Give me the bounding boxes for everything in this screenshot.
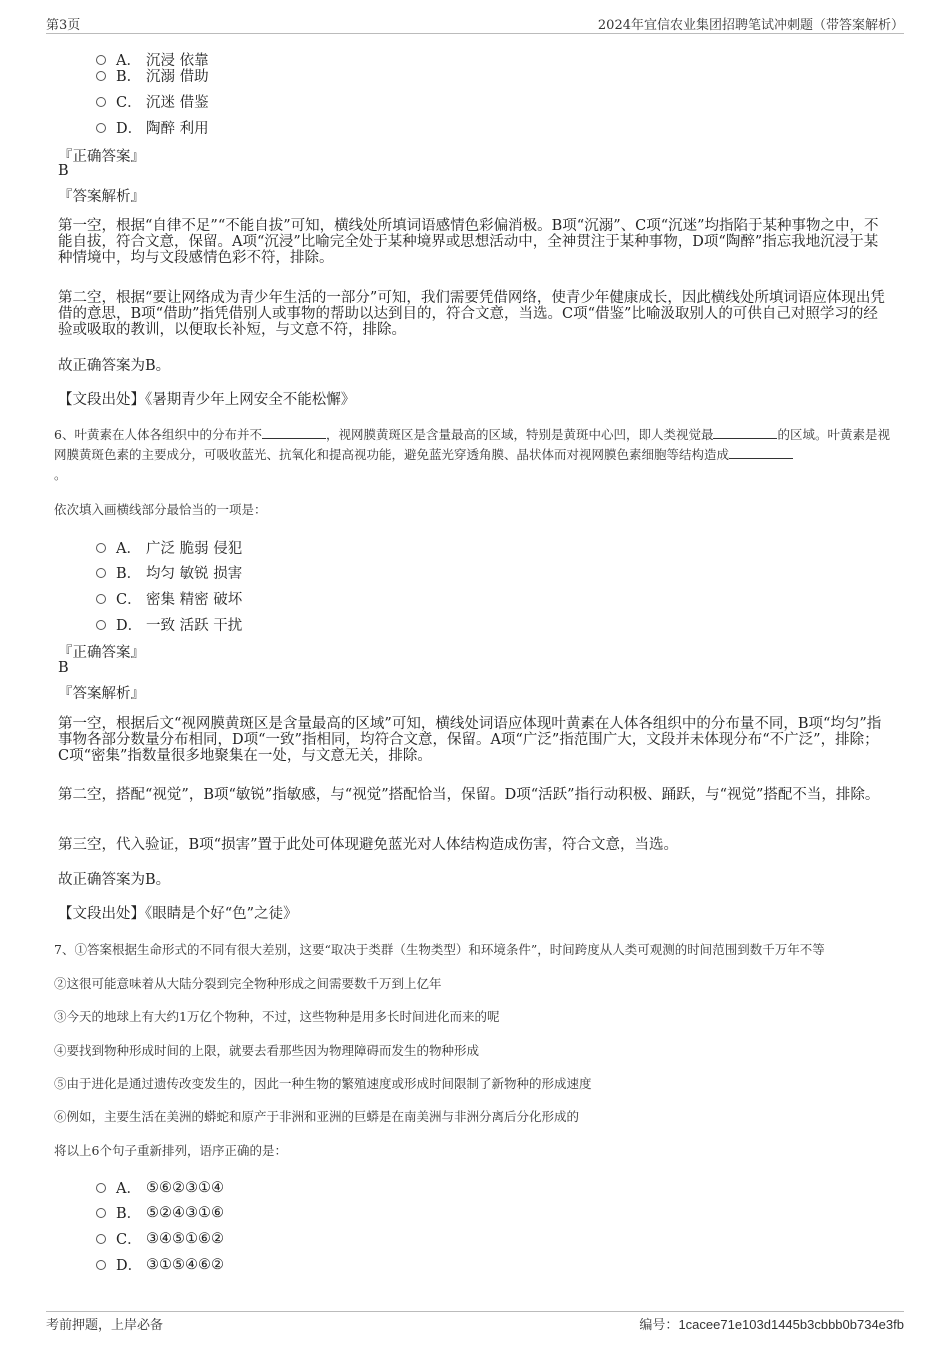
blank-3 [729, 446, 793, 459]
q6-answer: B [58, 660, 69, 676]
q7-sentence-1: 7、①答案根据生命形式的不同有很大差别，这要“取决于类群（生物类型）和环境条件”，时间跨度从人类可观测的时间范围到数千万年不等 [54, 942, 825, 957]
q7-sentence-6: ⑥例如，主要生活在美洲的蟒蛇和原产于非洲和亚洲的巨蟒是在南美洲与非洲分离后分化形成的 [54, 1109, 580, 1124]
q6-option-a[interactable]: A． 广泛 脆弱 侵犯 [96, 537, 242, 558]
blank-1 [262, 426, 326, 439]
q5-analysis-label: 『答案解析』 [58, 189, 145, 205]
radio-icon[interactable] [96, 55, 106, 65]
q7-sentence-5: ⑤由于进化是通过遗传改变发生的，因此一种生物的繁殖速度或形成时间限制了新物种的形成速度 [54, 1076, 592, 1091]
radio-icon[interactable] [96, 594, 106, 604]
q6-analysis-p2: 第二空，搭配“视觉”，B项“敏锐”指敏感，与“视觉”搭配恰当，保留。D项“活跃”指行动积极、踊跃，与“视觉”搭配不当，排除。 [58, 787, 880, 803]
radio-icon[interactable] [96, 1260, 106, 1270]
header-divider [46, 33, 904, 34]
radio-icon[interactable] [96, 543, 106, 553]
q6-analysis-p1: 第一空，根据后文“视网膜黄斑区是含量最高的区域”可知，横线处词语应体现叶黄素在人体各组织中的分布量不同，B项“均匀”指事物各部分数量分布相同，D项“一致”指相同，均符合文意，保留。A项“广泛”指范围广大，文段并未体现分布“不广泛”，排除；C项“密集”指数量很多地聚集在一处，与文意无关，排除。 [58, 716, 882, 764]
q7-prompt: 将以上6个句子重新排列，语序正确的是： [54, 1143, 287, 1158]
q6-answer-label: 『正确答案』 [58, 645, 145, 661]
q6-option-b[interactable]: B． 均匀 敏锐 损害 [96, 562, 242, 583]
q5-analysis-p3: 故正确答案为B。 [58, 358, 171, 374]
radio-icon[interactable] [96, 568, 106, 578]
footer-code: 编号：1cacee71e103d1445b3cbbb0b734e3fb [639, 1317, 904, 1333]
q5-source: 【文段出处】《暑期青少年上网安全不能松懈》 [58, 392, 356, 408]
q6-source: 【文段出处】《眼睛是个好“色”之徒》 [58, 906, 298, 922]
q6-analysis-label: 『答案解析』 [58, 686, 145, 702]
footer-divider [46, 1311, 904, 1312]
radio-icon[interactable] [96, 1208, 106, 1218]
q6-prompt: 依次填入画横线部分最恰当的一项是： [54, 502, 267, 517]
blank-2 [713, 426, 777, 439]
footer-slogan: 考前押题，上岸必备 [46, 1318, 164, 1333]
q7-sentence-3: ③今天的地球上有大约1万亿个物种，不过，这些物种是用多长时间进化而来的呢 [54, 1009, 500, 1024]
radio-icon[interactable] [96, 123, 106, 133]
radio-icon[interactable] [96, 71, 106, 81]
q5-option-a[interactable]: A． 沉浸 依靠 [96, 49, 209, 70]
q7-option-a[interactable]: A． ⑤⑥②③①④ [96, 1177, 224, 1198]
q6-stem: 6、叶黄素在人体各组织中的分布并不 ，视网膜黄斑区是含量最高的区域，特别是黄斑中心凹，即人类视觉最 的区域。叶黄素是视网膜黄斑色素的主要成分，可吸收蓝光、抗氧化和提高视功能，避免蓝光穿透角膜、晶状体而对视网膜色素细胞等结构造成 。 [54, 427, 890, 482]
q5-option-c[interactable]: C． 沉迷 借鉴 [96, 91, 209, 112]
q6-option-d[interactable]: D． 一致 活跃 干扰 [96, 614, 242, 635]
q6-analysis-p3: 第三空，代入验证，B项“损害”置于此处可体现避免蓝光对人体结构造成伤害，符合文意，当选。 [58, 837, 678, 853]
q7-sentence-4: ④要找到物种形成时间的上限，就要去看那些因为物理障碍而发生的物种形成 [54, 1043, 480, 1058]
radio-icon[interactable] [96, 1234, 106, 1244]
q7-option-b[interactable]: B． ⑤②④③①⑥ [96, 1202, 224, 1223]
q5-option-d[interactable]: D． 陶醉 利用 [96, 117, 209, 138]
q6-analysis-p4: 故正确答案为B。 [58, 872, 171, 888]
q5-answer-label: 『正确答案』 [58, 149, 145, 165]
radio-icon[interactable] [96, 620, 106, 630]
radio-icon[interactable] [96, 1183, 106, 1193]
q7-sentence-2: ②这很可能意味着从大陆分裂到完全物种形成之间需要数千万到上亿年 [54, 976, 442, 991]
q5-answer: B [58, 163, 69, 179]
q7-option-c[interactable]: C． ③④⑤①⑥② [96, 1228, 224, 1249]
q5-analysis-p1: 第一空，根据“自律不足”“不能自拔”可知，横线处所填词语感情色彩偏消极。B项“沉溺”、C项“沉迷”均指陷于某种事物之中，不能自拔，符合文意，保留。A项“沉浸”比喻完全处于某种境界或思想活动中，全神贯注于某种事物，D项“陶醉”指忘我地沉浸于某种情境中，均与文段感情色彩不符，排除。 [58, 218, 879, 266]
q7-option-d[interactable]: D． ③①⑤④⑥② [96, 1254, 224, 1275]
page-number: 第3页 [46, 18, 81, 33]
q5-analysis-p2: 第二空，根据“要让网络成为青少年生活的一部分”可知，我们需要凭借网络，使青少年健康成长，因此横线处所填词语应体现出凭借的意思，B项“借助”指凭借别人或事物的帮助以达到目的，符合文意，当选。C项“借鉴”比喻汲取别人的可供自己对照学习的经验或吸取的教训，以便取长补短，与文意不符，排除。 [58, 290, 885, 338]
q5-option-b[interactable]: B． 沉溺 借助 [96, 65, 209, 86]
q6-option-c[interactable]: C． 密集 精密 破坏 [96, 588, 242, 609]
radio-icon[interactable] [96, 97, 106, 107]
document-title: 2024年宜信农业集团招聘笔试冲刺题（带答案解析） [597, 18, 904, 33]
